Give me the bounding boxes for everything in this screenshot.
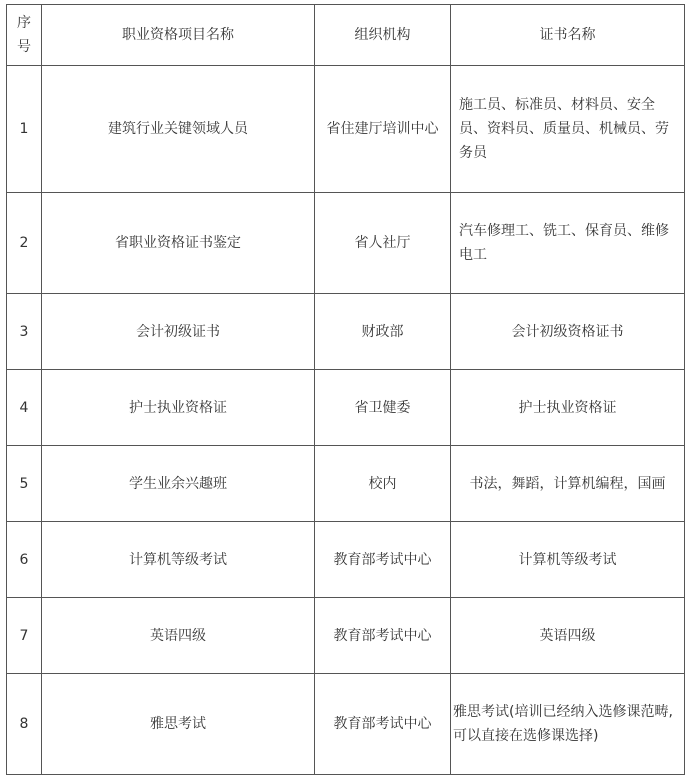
table-row (7, 522, 685, 598)
table-row (7, 598, 685, 674)
row-organization: 校内 (315, 446, 451, 522)
row-seq: 3 (7, 294, 42, 370)
row-certificate-name: 英语四级 (451, 598, 685, 674)
header-project-name: 职业资格项目名称 (42, 5, 315, 66)
table-row (7, 66, 685, 193)
row-seq: 1 (7, 66, 42, 193)
row-project-name: 护士执业资格证 (42, 370, 315, 446)
row-project-name: 建筑行业关键领域人员 (42, 66, 315, 193)
header-seq: 序号 (7, 5, 42, 66)
row-organization: 教育部考试中心 (315, 598, 451, 674)
row-organization: 财政部 (315, 294, 451, 370)
row-organization: 省卫健委 (315, 370, 451, 446)
header-certificate-name: 证书名称 (451, 5, 685, 66)
row-project-name: 英语四级 (42, 598, 315, 674)
row-organization: 省住建厅培训中心 (315, 66, 451, 193)
row-organization: 教育部考试中心 (315, 674, 451, 775)
row-certificate-name: 施工员、标准员、材料员、安全员、资料员、质量员、机械员、劳务员 (451, 66, 685, 193)
row-project-name: 会计初级证书 (42, 294, 315, 370)
row-seq: 4 (7, 370, 42, 446)
row-seq: 5 (7, 446, 42, 522)
row-seq: 2 (7, 193, 42, 294)
header-organization: 组织机构 (315, 5, 451, 66)
table-row (7, 193, 685, 294)
table-row (7, 370, 685, 446)
row-certificate-name: 汽车修理工、铣工、保育员、维修电工 (451, 193, 685, 294)
row-organization: 省人社厅 (315, 193, 451, 294)
row-certificate-name: 护士执业资格证 (451, 370, 685, 446)
row-project-name: 雅思考试 (42, 674, 315, 775)
table-row (7, 674, 685, 775)
row-seq: 8 (7, 674, 42, 775)
row-certificate-name: 计算机等级考试 (451, 522, 685, 598)
row-seq: 6 (7, 522, 42, 598)
table-header-row (7, 5, 685, 66)
row-certificate-name: 会计初级资格证书 (451, 294, 685, 370)
row-project-name: 计算机等级考试 (42, 522, 315, 598)
row-organization: 教育部考试中心 (315, 522, 451, 598)
row-project-name: 省职业资格证书鉴定 (42, 193, 315, 294)
row-certificate-name: 雅思考试(培训已经纳入选修课范畴,可以直接在选修课选择) (451, 674, 685, 775)
row-certificate-name: 书法，舞蹈，计算机编程，国画 (451, 446, 685, 522)
table-row (7, 294, 685, 370)
row-project-name: 学生业余兴趣班 (42, 446, 315, 522)
row-seq: 7 (7, 598, 42, 674)
table-row (7, 446, 685, 522)
certification-table (6, 4, 685, 775)
